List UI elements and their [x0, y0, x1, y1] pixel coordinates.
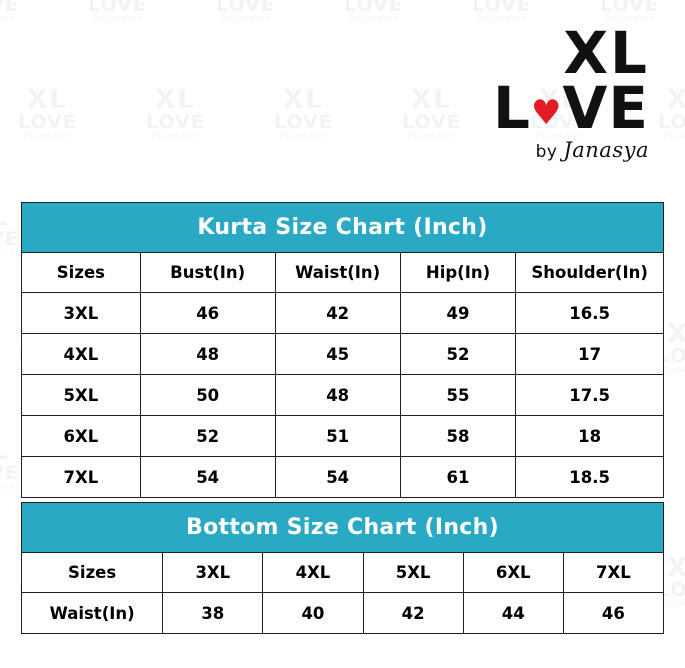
table-cell: 52	[400, 334, 516, 375]
column-header: Waist(In)	[275, 253, 400, 293]
watermark-byline	[0, 15, 19, 24]
column-header: Bust(In)	[140, 253, 275, 293]
table-cell: 48	[140, 334, 275, 375]
table-cell: 42	[363, 593, 463, 634]
table-cell: 18	[516, 416, 664, 457]
watermark-mark	[0, 204, 19, 258]
watermark-byline	[658, 132, 685, 141]
watermark-mark	[216, 0, 275, 24]
table-cell: 16.5	[516, 293, 664, 334]
column-header: 3XL	[163, 553, 263, 593]
watermark-mark	[18, 87, 77, 141]
watermark-love	[88, 0, 147, 15]
table-cell: 61	[400, 457, 516, 498]
logo-xl-text: XL	[563, 19, 649, 87]
table-cell: 52	[140, 416, 275, 457]
column-header: Sizes	[22, 553, 163, 593]
column-header: Shoulder(In)	[516, 253, 664, 293]
table-cell: 54	[275, 457, 400, 498]
bottom-chart-title: Bottom Size Chart (Inch)	[22, 503, 664, 553]
watermark-love	[146, 113, 205, 132]
watermark-love	[274, 113, 333, 132]
bottom-size-chart	[21, 502, 664, 634]
watermark-mark	[472, 0, 531, 24]
watermark-love	[0, 230, 19, 249]
logo-brand-name: Janasya	[563, 138, 649, 163]
table-row	[22, 457, 664, 498]
watermark-mark	[0, 0, 19, 24]
table-cell: 46	[563, 593, 663, 634]
table-cell: 5XL	[22, 375, 141, 416]
table-cell: 49	[400, 293, 516, 334]
table-cell: 45	[275, 334, 400, 375]
table-cell: 44	[463, 593, 563, 634]
watermark-byline	[0, 249, 19, 258]
kurta-title-row	[22, 203, 664, 253]
brand-logo	[493, 19, 649, 163]
watermark-byline	[274, 132, 333, 141]
table-cell: 6XL	[22, 416, 141, 457]
column-header: 5XL	[363, 553, 463, 593]
watermark-mark	[658, 87, 685, 141]
logo-love-right: VE	[562, 74, 649, 143]
table-cell: 40	[263, 593, 363, 634]
watermark-byline	[0, 483, 19, 492]
table-cell: 50	[140, 375, 275, 416]
kurta-chart-title: Kurta Size Chart (Inch)	[22, 203, 664, 253]
table-cell: 18.5	[516, 457, 664, 498]
table-row	[22, 293, 664, 334]
kurta-size-chart	[21, 202, 664, 498]
table-row	[22, 593, 664, 634]
table-row	[22, 375, 664, 416]
heart-icon: ♥	[531, 93, 563, 134]
watermark-love	[600, 0, 659, 15]
logo-love-left: L	[493, 74, 531, 143]
table-cell: 51	[275, 416, 400, 457]
watermark-love	[0, 464, 19, 483]
table-cell: 7XL	[22, 457, 141, 498]
watermark-byline	[472, 15, 531, 24]
watermark-byline	[146, 132, 205, 141]
watermark-love	[402, 113, 461, 132]
table-cell: 55	[400, 375, 516, 416]
watermark-mark	[402, 87, 461, 141]
watermark-mark	[88, 0, 147, 24]
table-header-row	[22, 253, 664, 293]
watermark-love	[344, 0, 403, 15]
watermark-byline	[402, 132, 461, 141]
table-cell: 42	[275, 293, 400, 334]
table-row	[22, 416, 664, 457]
bottom-title-row	[22, 503, 664, 553]
watermark-love	[18, 113, 77, 132]
watermark-mark	[344, 0, 403, 24]
bottom-size-table	[21, 502, 664, 634]
logo-love-text	[493, 74, 649, 143]
column-header: 7XL	[563, 553, 663, 593]
table-header-row	[22, 553, 664, 593]
watermark-love	[0, 0, 19, 15]
table-row	[22, 334, 664, 375]
column-header: Sizes	[22, 253, 141, 293]
table-cell: 58	[400, 416, 516, 457]
watermark-byline	[18, 132, 77, 141]
table-cell: 48	[275, 375, 400, 416]
kurta-size-table	[21, 202, 664, 498]
watermark-love	[216, 0, 275, 15]
table-cell: 17.5	[516, 375, 664, 416]
watermark-xl	[402, 87, 461, 113]
watermark-mark	[0, 438, 19, 492]
column-header: 6XL	[463, 553, 563, 593]
table-cell: 3XL	[22, 293, 141, 334]
watermark-mark	[146, 87, 205, 141]
table-cell: 38	[163, 593, 263, 634]
watermark-xl	[18, 87, 77, 113]
watermark-xl	[274, 87, 333, 113]
column-header: 4XL	[263, 553, 363, 593]
table-cell: Waist(In)	[22, 593, 163, 634]
column-header: Hip(In)	[400, 253, 516, 293]
watermark-xl	[0, 438, 19, 464]
watermark-byline	[88, 15, 147, 24]
watermark-xl	[658, 87, 685, 113]
watermark-love	[472, 0, 531, 15]
watermark-love	[658, 113, 685, 132]
table-cell: 46	[140, 293, 275, 334]
watermark-byline	[216, 15, 275, 24]
watermark-byline	[344, 15, 403, 24]
logo-by-word: by	[535, 142, 558, 163]
table-cell: 17	[516, 334, 664, 375]
table-cell: 54	[140, 457, 275, 498]
watermark-xl	[0, 204, 19, 230]
table-cell: 4XL	[22, 334, 141, 375]
watermark-mark	[274, 87, 333, 141]
watermark-xl	[146, 87, 205, 113]
